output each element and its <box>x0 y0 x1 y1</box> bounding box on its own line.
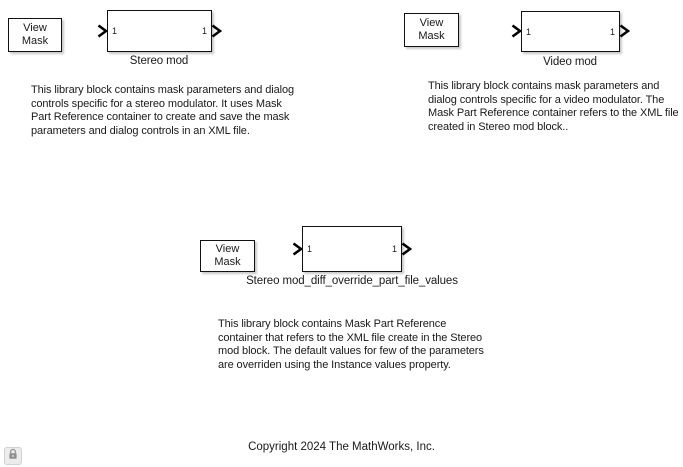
output-port-number: 1 <box>609 26 615 37</box>
block-label-stereo-mod: Stereo mod <box>129 55 189 67</box>
annotation-stereo-mod: This library block contains mask parameters and dialog controls specific for a stereo modulator. It uses Mask Part Reference container to create and save the mask parameters and dialog controls in an XML file. <box>31 84 294 137</box>
output-port-number: 1 <box>201 26 207 36</box>
view-mask-label-line2: Mask <box>21 35 49 47</box>
block-stereo-mod[interactable] <box>107 10 212 52</box>
lock-icon <box>7 447 19 465</box>
view-mask-button-stereo-mod[interactable] <box>8 18 62 52</box>
output-port-arrow-icon <box>211 24 222 38</box>
view-mask-button-stereo-mod-diff[interactable] <box>200 240 255 272</box>
view-mask-label-line1: View <box>419 17 444 29</box>
block-video-mod[interactable] <box>521 11 620 52</box>
copyright-text: Copyright 2024 The MathWorks, Inc. <box>248 441 435 453</box>
view-mask-label-line1: View <box>215 243 240 255</box>
input-port-number: 1 <box>526 26 532 37</box>
input-port-number: 1 <box>112 26 118 36</box>
output-port-number: 1 <box>391 244 397 254</box>
annotation-stereo-mod-diff: This library block contains Mask Part Reference container that refers to the XML file create in the Stereo mod block. The default values for few of the parameters are overriden using the Instance values property. <box>218 318 484 371</box>
view-mask-button-video-mod[interactable] <box>404 13 459 47</box>
input-port-number: 1 <box>307 244 313 254</box>
block-label-video-mod: Video mod <box>543 56 597 68</box>
block-stereo-mod-diff[interactable] <box>302 226 402 272</box>
annotation-video-mod: This library block contains mask parameters and dialog controls specific for a video modulator. The Mask Part Reference container refers to the XML file created in Stereo mod block.. <box>428 80 679 133</box>
view-mask-label-line2: Mask <box>418 30 445 42</box>
output-port-arrow-icon <box>619 24 630 38</box>
library-lock-badge[interactable] <box>4 447 22 465</box>
view-mask-label-line2: Mask <box>214 256 241 268</box>
view-mask-label-line1: View <box>23 22 47 34</box>
block-label-stereo-mod-diff: Stereo mod_diff_override_part_file_values <box>246 275 458 287</box>
output-port-arrow-icon <box>401 242 412 256</box>
